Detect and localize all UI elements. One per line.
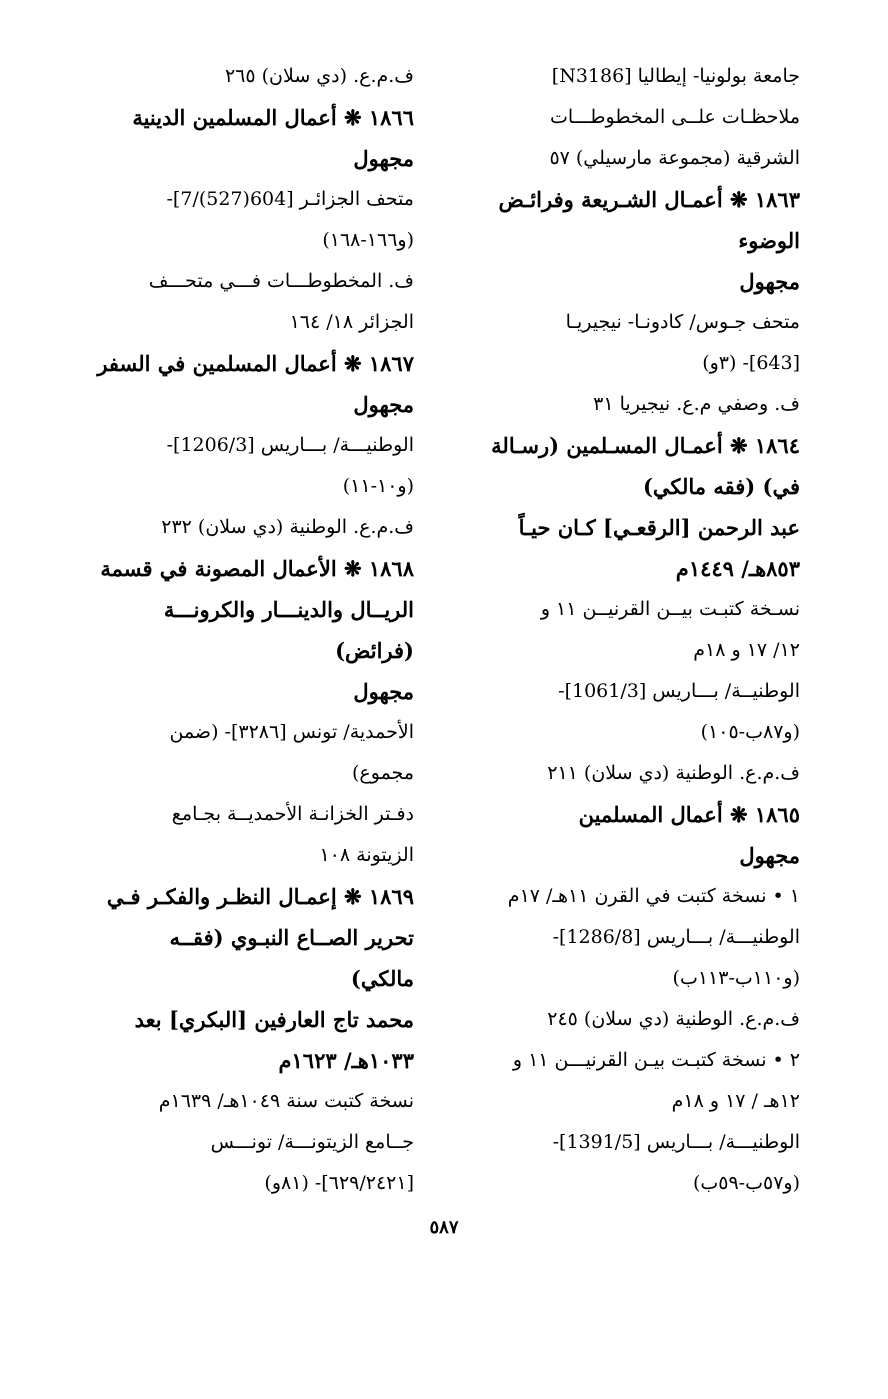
text-line: (فرائض) <box>335 638 414 663</box>
text-line: نسخة كتبت سنة ١٠٤٩هـ/ ١٦٣٩م <box>158 1090 414 1112</box>
text-line: الوطنيـــة/ بـــاريس [1286/8]- <box>552 926 800 948</box>
text-line: ف.م.ع. الوطنية (دي سلان) ٢١١ <box>547 762 800 784</box>
text-line: ١٢هـ / ١٧ و ١٨م <box>671 1090 800 1112</box>
text-line: الوطنيــة/ بـــاريس [1061/3]- <box>558 680 800 702</box>
text-line: الوطنيـــة/ بـــاريس [1391/5]- <box>552 1131 800 1153</box>
text-line: (و٥٧ب-٥٩ب) <box>692 1172 800 1194</box>
text-line: ف.م.ع. (دي سلان) ٢٦٥ <box>224 65 414 87</box>
text-line: دفـتر الخزانـة الأحمديــة بجـامع <box>171 803 414 825</box>
text-line: ١٨٦٣ ❋ أعمـال الشـريعة وفرائـض <box>498 187 800 212</box>
text-line: عبد الرحمن [الرقعـي] كـان حيـاً <box>518 515 800 540</box>
text-line: جــامع الزيتونـــة/ تونـــس <box>210 1131 414 1153</box>
text-line: الجزائر ١٨/ ١٦٤ <box>289 311 414 333</box>
text-line: الأحمدية/ تونس [٣٢٨٦]- (ضمن <box>169 721 414 743</box>
left-column <box>68 56 414 1204</box>
text-line: ١٨٦٧ ❋ أعمال المسلمين في السفر <box>97 351 414 376</box>
text-line: (و١٠-١١) <box>342 475 414 497</box>
text-line: متحف الجزائـر [604(527)/7]- <box>166 188 414 210</box>
text-line: ١٨٦٨ ❋ الأعمال المصونة في قسمة <box>100 556 414 581</box>
text-line: ١٨٦٩ ❋ إعمـال النظـر والفكـر فـي <box>106 884 414 909</box>
text-line: (و١١٠ب-١١٣ب) <box>672 967 800 989</box>
text-line: الوضوء <box>738 228 800 253</box>
right-column <box>440 56 800 1204</box>
text-line: ملاحظـات علــى المخطوطـــات <box>550 106 800 128</box>
text-line: مالكي) <box>350 966 414 991</box>
text-line: مجموع) <box>352 762 414 784</box>
text-line: الريــال والدينـــار والكرونـــة <box>163 597 414 622</box>
text-line: نسـخة كتبـت بيــن القرنيــن ١١ و <box>540 598 800 620</box>
text-line: ١٨٦٦ ❋ أعمال المسلمين الدينية <box>132 105 414 130</box>
text-line: ف. وصفي م.ع. نيجيريا ٣١ <box>593 393 800 415</box>
text-line: الشرقية (مجموعة مارسيلي) ٥٧ <box>549 147 800 169</box>
text-line: مجهول <box>353 146 414 171</box>
text-line: ١٢/ ١٧ و ١٨م <box>693 639 800 661</box>
text-line: الوطنيـــة/ بـــاريس [1206/3]- <box>166 434 414 456</box>
text-line: (و٨٧ب-١٠٥) <box>700 721 800 743</box>
text-line: ١٠٣٣هـ/ ١٦٢٣م <box>278 1048 414 1073</box>
text-line: ١ • نسخة كتبت في القرن ١١هـ/ ١٧م <box>507 885 800 907</box>
text-line: جامعة بولونيا- إيطاليا [N3186] <box>551 65 800 87</box>
text-line: ف.م.ع. الوطنية (دي سلان) ٢٣٢ <box>161 516 414 538</box>
text-line: الزيتونة ١٠٨ <box>319 844 414 866</box>
text-line: في) (فقه مالكي) <box>642 474 800 499</box>
text-line: مجهول <box>739 269 800 294</box>
text-line: تحرير الصــاع النبـوي (فقــه <box>169 925 414 950</box>
text-line: مجهول <box>739 843 800 868</box>
text-line: (و١٦٦-١٦٨) <box>322 229 414 251</box>
page-number: ٥٨٧ <box>429 1217 459 1238</box>
text-line: [643]- (٣و) <box>702 352 800 374</box>
text-line: ١٨٦٤ ❋ أعمـال المسـلمين (رسـالة <box>491 433 800 458</box>
text-line: ٢ • نسخة كتبـت بيـن القرنيـــن ١١ و <box>512 1049 800 1071</box>
text-line: ف.م.ع. الوطنية (دي سلان) ٢٤٥ <box>547 1008 800 1030</box>
text-line: [٦٢٩/٢٤٢١]- (٨١و) <box>264 1172 414 1194</box>
text-line: متحف جـوس/ كادونـا- نيجيريـا <box>565 311 800 333</box>
text-line: ف. المخطوطـــات فـــي متحـــف <box>148 270 414 292</box>
text-line: محمد تاج العارفين [البكري] بعد <box>134 1007 414 1032</box>
text-line: مجهول <box>353 679 414 704</box>
text-line: مجهول <box>353 392 414 417</box>
text-line: ١٨٦٥ ❋ أعمال المسلمين <box>578 802 800 827</box>
text-line: ٨٥٣هـ/ ١٤٤٩م <box>675 556 800 581</box>
